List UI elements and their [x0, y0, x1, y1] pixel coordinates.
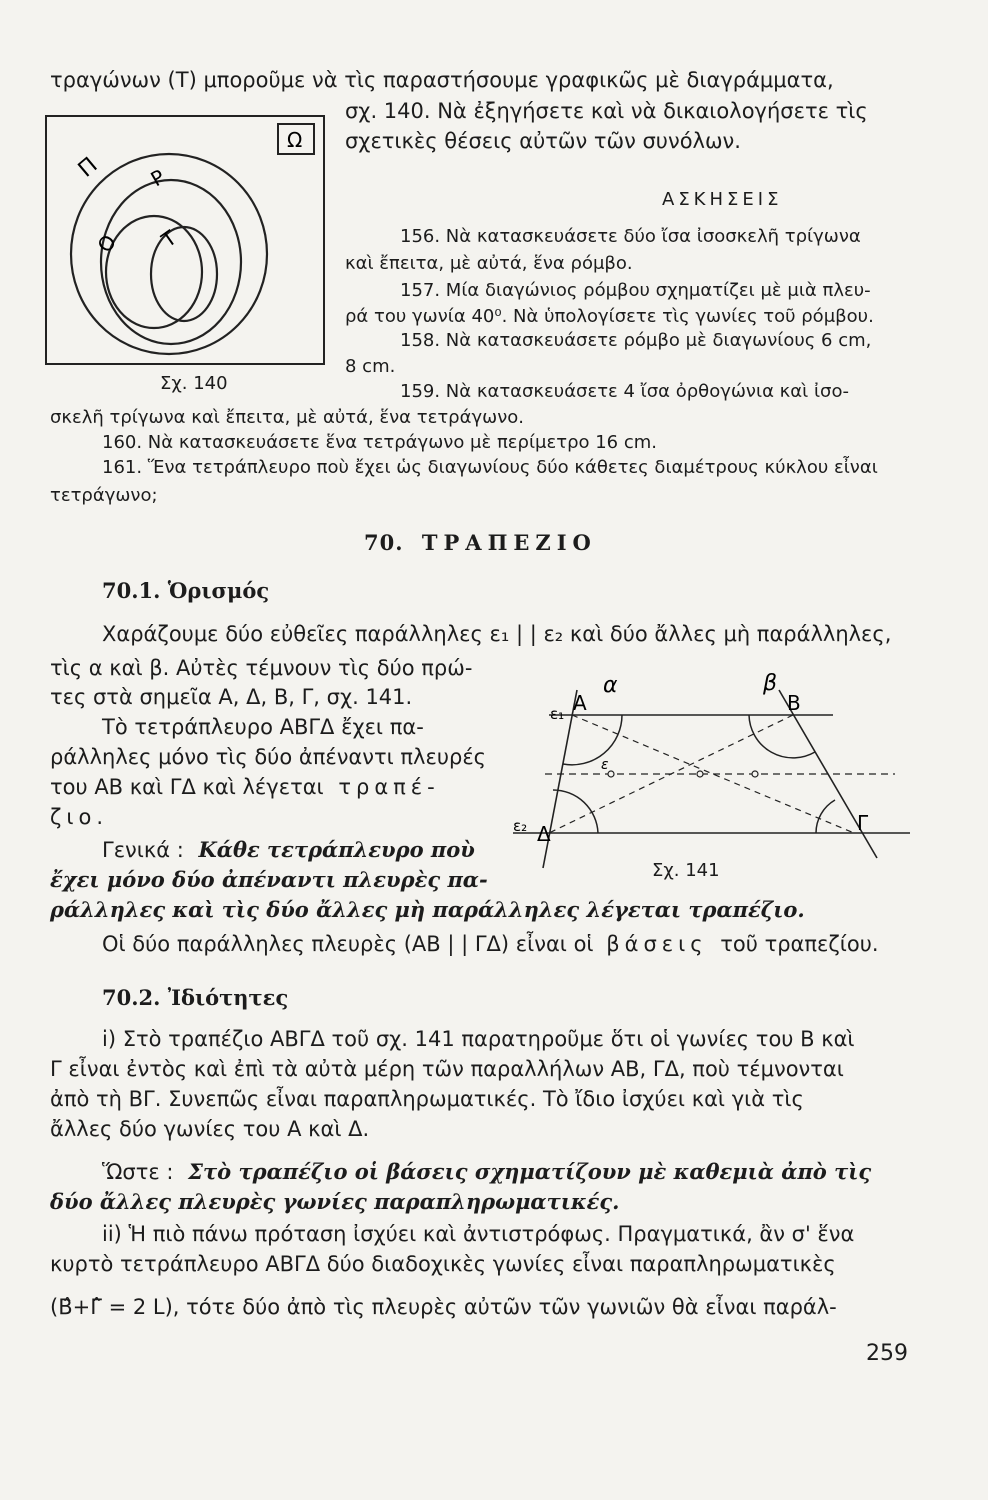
- venn-label-tau: Τ: [157, 225, 181, 253]
- prop-ii-line-3: (Β̂+Γ̂ = 2 L), τότε δύο ἀπὸ τὶς πλευρὲς αὐτῶν τῶν γωνιῶν θὰ εἶναι παράλ-: [50, 1295, 837, 1319]
- def-line-4: Τὸ τετράπλευρο ΑΒΓΔ ἔχει πα-: [102, 715, 424, 739]
- exercise-158-line2: 8 cm.: [345, 356, 396, 377]
- top-line-3: σχετικὲς θέσεις αὐτῶν τῶν συνόλων.: [345, 129, 741, 153]
- exercise-160: 160. Νὰ κατασκευάσετε ἕνα τετράγωνο μὲ περίμετρο 16 cm.: [102, 432, 658, 453]
- conclusion-line-2: δύο ἄλλες πλευρὲς γωνίες παραπληρωματικές.: [50, 1189, 620, 1214]
- midpoint-marker-1: [697, 771, 703, 777]
- def-general-label: Γενικά :: [102, 838, 184, 862]
- angle-arc-B: [749, 715, 815, 758]
- exercise-158-line1: 158. Νὰ κατασκευάσετε ρόμβο μὲ διαγωνίους 6 cm,: [400, 330, 872, 351]
- prop-i-line-1: i) Στὸ τραπέζιο ΑΒΓΔ τοῦ σχ. 141 παρατηροῦμε ὅτι οἱ γωνίες του Β καὶ: [102, 1027, 855, 1051]
- top-line-2: σχ. 140. Νὰ ἐξηγήσετε καὶ νὰ δικαιολογήσετε τὶς: [345, 99, 868, 123]
- label-e1: ε₁: [550, 705, 565, 723]
- midpoint-marker-2: [608, 771, 614, 777]
- venn-circle-omicron: [106, 216, 202, 328]
- exercise-161-line1: 161. Ἕνα τετράπλευρο ποὺ ἔχει ὡς διαγωνίους δύο κάθετες διαμέτρους κύκλου εἶναι: [102, 457, 878, 478]
- properties-heading: 70.2. Ἰδιότητες: [102, 985, 289, 1010]
- prop-i-line-3: ἀπὸ τὴ ΒΓ. Συνεπῶς εἶναι παραπληρωματικές. Τὸ ἴδιο ἰσχύει καὶ γιὰ τὶς: [50, 1087, 804, 1111]
- angle-arc-G: [816, 800, 835, 833]
- def-line-10: ράλληλες καὶ τὶς δύο ἄλλες μὴ παράλληλες λέγεται τραπέζιο.: [50, 897, 805, 922]
- exercises-title: ΑΣΚΗΣΕΙΣ: [662, 189, 783, 210]
- venn-omega-label: Ω: [287, 128, 303, 152]
- top-line-1: τραγώνων (Τ) μποροῦμε νὰ τὶς παραστήσουμε γραφικῶς μὲ διαγράμματα,: [50, 68, 834, 92]
- venn-label-omicron: Ο: [92, 230, 122, 257]
- bases-sentence-start: Οἱ δύο παράλληλες πλευρὲς (ΑΒ | | ΓΔ) εἶναι οἱ: [102, 932, 594, 956]
- venn-label-pi: Π: [73, 152, 103, 183]
- def-line-5: ράλληλες μόνο τὶς δύο ἀπέναντι πλευρές: [50, 745, 486, 769]
- def-line-9: ἔχει μόνο δύο ἀπέναντι πλευρὲς πα-: [50, 867, 488, 892]
- venn-circle-tau: [151, 227, 217, 321]
- page-number: 259: [866, 1341, 908, 1366]
- fig140-caption: Σχ. 140: [160, 373, 228, 394]
- exercise-157-line2: ρά του γωνία 40⁰. Νὰ ὑπολογίσετε τὶς γωνίες τοῦ ρόμβου.: [345, 306, 874, 327]
- exercise-161-line2: τετράγωνο;: [50, 485, 158, 506]
- label-e: ε: [601, 757, 609, 773]
- def-line-8: [102, 836, 475, 864]
- def-line-6: [50, 773, 440, 801]
- conclusion-line-1: [102, 1158, 871, 1186]
- def-line-7: ζιο.: [50, 805, 109, 829]
- section-number: 70.: [364, 530, 404, 555]
- label-A: Α: [573, 691, 587, 715]
- exercise-159-line1: 159. Νὰ κατασκευάσετε 4 ἴσα ὀρθογώνια καὶ ἰσο-: [400, 381, 849, 402]
- trapezoid-diagram-fig141: [505, 668, 915, 883]
- prop-ii-line-2: κυρτὸ τετράπλευρο ΑΒΓΔ δύο διαδοχικὲς γωνίες εἶναι παραπληρωματικὲς: [50, 1252, 836, 1276]
- term-trapezio: τραπέ-: [338, 775, 440, 799]
- bases-sentence-end: τοῦ τραπεζίου.: [720, 932, 879, 956]
- conclusion-label: Ὥστε :: [102, 1160, 174, 1184]
- prop-ii-line-1: ii) Ἡ πιὸ πάνω πρόταση ἰσχύει καὶ ἀντιστρόφως. Πραγματικά, ἂν σ' ἕνα: [102, 1222, 855, 1246]
- def-line-3: τες στὰ σημεῖα Α, Δ, Β, Γ, σχ. 141.: [50, 685, 413, 709]
- prop-i-line-4: ἄλλες δύο γωνίες του Α καὶ Δ.: [50, 1117, 370, 1141]
- label-B: Β: [787, 691, 801, 715]
- exercise-156-line1: 156. Νὰ κατασκευάσετε δύο ἴσα ἰσοσκελῆ τρίγωνα: [400, 226, 861, 247]
- label-a: α: [603, 673, 618, 698]
- venn-diagram-fig140: [44, 112, 334, 402]
- exercise-157-line1: 157. Μία διαγώνιος ρόμβου σχηματίζει μὲ μιὰ πλευ-: [400, 280, 871, 301]
- label-b: β: [763, 671, 778, 696]
- definition-heading: 70.1. Ὁρισμός: [102, 578, 270, 603]
- angle-arc-A: [563, 715, 622, 765]
- def-line-11: [102, 930, 879, 958]
- prop-i-line-2: Γ εἶναι ἐντὸς καὶ ἐπὶ τὰ αὐτὰ μέρη τῶν παραλλήλων ΑΒ, ΓΔ, ποὺ τέμνονται: [50, 1057, 844, 1081]
- exercise-156-line2: καὶ ἔπειτα, μὲ αὐτά, ἕνα ρόμβο.: [345, 253, 633, 274]
- fig141-caption: Σχ. 141: [652, 860, 720, 881]
- angle-arc-D: [553, 790, 598, 833]
- venn-label-rho: Ρ: [146, 164, 169, 192]
- term-vaseis: βάσεις: [606, 932, 708, 956]
- section-name: ΤΡΑΠΕΖΙΟ: [421, 530, 597, 555]
- def-line-1: Χαράζουμε δύο εὐθεῖες παράλληλες ε₁ | | ε₂ καὶ δύο ἄλλες μὴ παράλληλες,: [102, 622, 892, 646]
- label-e2: ε₂: [513, 817, 528, 835]
- venn-circle-rho: [101, 180, 241, 344]
- midpoint-marker-3: [752, 771, 758, 777]
- section-title: [364, 530, 597, 555]
- exercise-159-line2: σκελῆ τρίγωνα καὶ ἔπειτα, μὲ αὐτά, ἕνα τετράγωνο.: [50, 407, 524, 428]
- label-G: Γ: [857, 811, 869, 835]
- conclusion-statement: Στὸ τραπέζιο οἱ βάσεις σχηματίζουν μὲ καθεμιὰ ἀπὸ τὶς: [188, 1159, 872, 1184]
- label-D: Δ: [537, 822, 551, 846]
- def-general-statement-start: Κάθε τετράπλευρο ποὺ: [198, 837, 475, 862]
- def-line-2: τὶς α καὶ β. Αὐτὲς τέμνουν τὶς δύο πρώ-: [50, 656, 473, 680]
- def-line-6-text: του ΑΒ καὶ ΓΔ καὶ λέγεται: [50, 775, 324, 799]
